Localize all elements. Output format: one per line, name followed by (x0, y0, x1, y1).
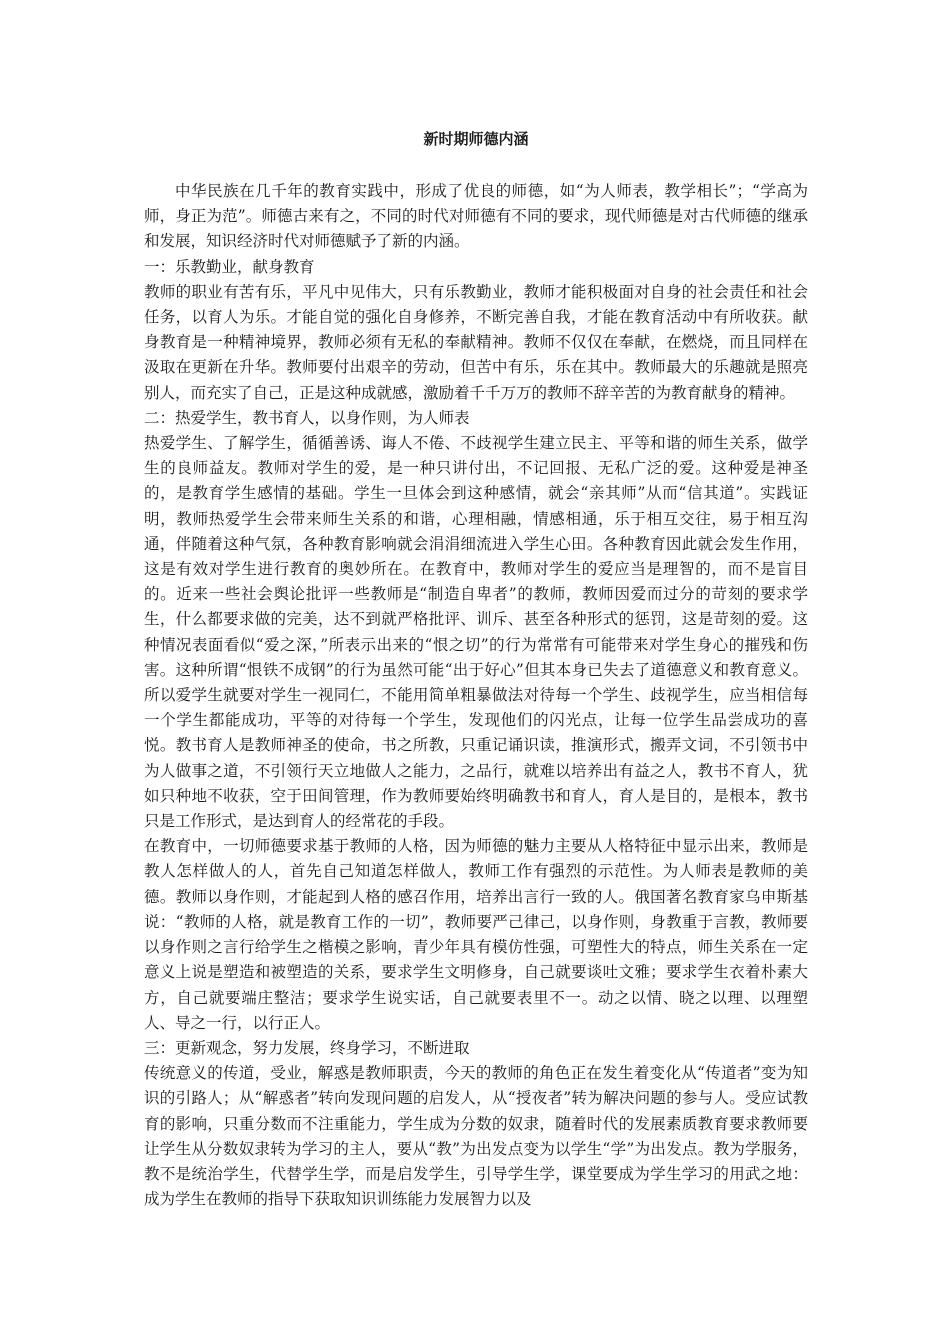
section-3-paragraph: 传统意义的传道，受业，解惑是教师职责，今天的教师的角色正在发生着变化从“传道者”变为知识的引路人；从“解惑者”转向发现问题的启发人，从“授夜者”转为解决问题的参与人。受应试教育的影响，只重分数而不注重能力，学生成为分数的奴隶，随着时代的发展素质教育要求教师要让学生从分数奴隶转为学习的主人，要从“教”为出发点变为以学生“学”为出发点。教为学服务，教不是统治学生，代替学生学，而是启发学生，引导学生学，课堂要成为学生学习的用武之地：成为学生在教师的指导下获取知识训练能力发展智力以及 (144, 1064, 808, 1209)
document-title: 新时期师德内涵 (423, 130, 529, 148)
section-heading-2: 二：热爱学生，教书育人，以身作则，为人师表 (144, 408, 470, 427)
section-2-paragraph-2: 在教育中，一切师德要求基于教师的人格，因为师德的魅力主要从人格特征中显示出来，教师是教人怎样做人的人，首先自己知道怎样做人，教师工作有强烈的示范性。为人师表是教师的美德。教师以身作则，才能起到人格的感召作用，培养出言行一致的人。俄国著名教育家乌申斯基说：“教师的人格，就是教育工作的一切”，教师要严己律己，以身作则，身教重于言教，教师要以身作则之言行给学生之楷模之影响，青少年具有模仿性强，可塑性大的特点，师生关系在一定意义上说是塑造和被塑造的关系，要求学生文明修身，自己就要谈吐文雅；要求学生衣着朴素大方，自己就要端庄整洁；要求学生说实话，自己就要表里不一。动之以情、晓之以理、以理塑人、导之一行，以行正人。 (144, 837, 808, 1032)
document-body (144, 179, 808, 1212)
section-1-paragraph: 教师的职业有苦有乐，平凡中见伟大，只有乐教勤业，教师才能积极面对自身的社会责任和社会任务，以育人为乐。才能自觉的强化自身修养，不断完善自我，才能在教育活动中有所收获。献身教育是一种精神境界，教师必须有无私的奉献精神。教师不仅仅在奉献，在燃烧，而且同样在汲取在更新在升华。教师要付出艰辛的劳动，但苦中有乐，乐在其中。教师最大的乐趣就是照亮别人，而充实了自己，正是这种成就感，激励着千千万万的教师不辞辛苦的为教育献身的精神。 (144, 282, 808, 402)
section-heading-1: 一：乐教勤业，献身教育 (144, 257, 315, 276)
section-heading-3: 三：更新观念，努力发展，终身学习，不断进取 (144, 1038, 470, 1057)
intro-paragraph: 中华民族在几千年的教育实践中，形成了优良的师德，如“为人师表，教学相长”；“学高为师，身正为范”。师德古来有之，不同的时代对师德有不同的要求，现代师德是对古代师德的继承和发展，知识经济时代对师德赋予了新的内涵。 (144, 182, 808, 251)
section-2-paragraph-1: 热爱学生、了解学生，循循善诱、诲人不倦、不歧视学生建立民主、平等和谐的师生关系，做学生的良师益友。教师对学生的爱，是一种只讲付出，不记回报、无私广泛的爱。这种爱是神圣的，是教育学生感情的基础。学生一旦体会到这种感情，就会“亲其师”从而“信其道”。实践证明，教师热爱学生会带来师生关系的和谐，心理相融，情感相通，乐于相互交往，易于相互沟通，伴随着这种气氛，各种教育影响就会涓涓细流进入学生心田。各种教育因此就会发生作用，这是有效对学生进行教育的奥妙所在。在教育中，教师对学生的爱应当是理智的，而不是盲目的。近来一些社会舆论批评一些教师是“制造自卑者”的教师，教师因爱而过分的苛刻的要求学生，什么都要求做的完美，达不到就严格批评、训斥、甚至各种形式的惩罚，这是苛刻的爱。这种情况表面看似“爱之深，”所表示出来的“恨之切”的行为常常有可能带来对学生身心的摧残和伤害。这种所谓“恨铁不成钢”的行为虽然可能“出于好心”但其本身已失去了道德意义和教育意义。所以爱学生就要对学生一视同仁，不能用简单粗暴做法对待每一个学生、歧视学生，应当相信每一个学生都能成功，平等的对待每一个学生，发现他们的闪光点，让每一位学生品尝成功的喜悦。教书育人是教师神圣的使命，书之所教，只重记诵识读，推演形式，搬弄文词，不引领书中为人做事之道，不引领行天立地做人之能力，之品行，就难以培养出有益之人，教书不育人，犹如只种地不收获，空于田间管理，作为教师要始终明确教书和育人，育人是目的，是根本，教书只是工作形式，是达到育人的经常花的手段。 (144, 434, 808, 831)
